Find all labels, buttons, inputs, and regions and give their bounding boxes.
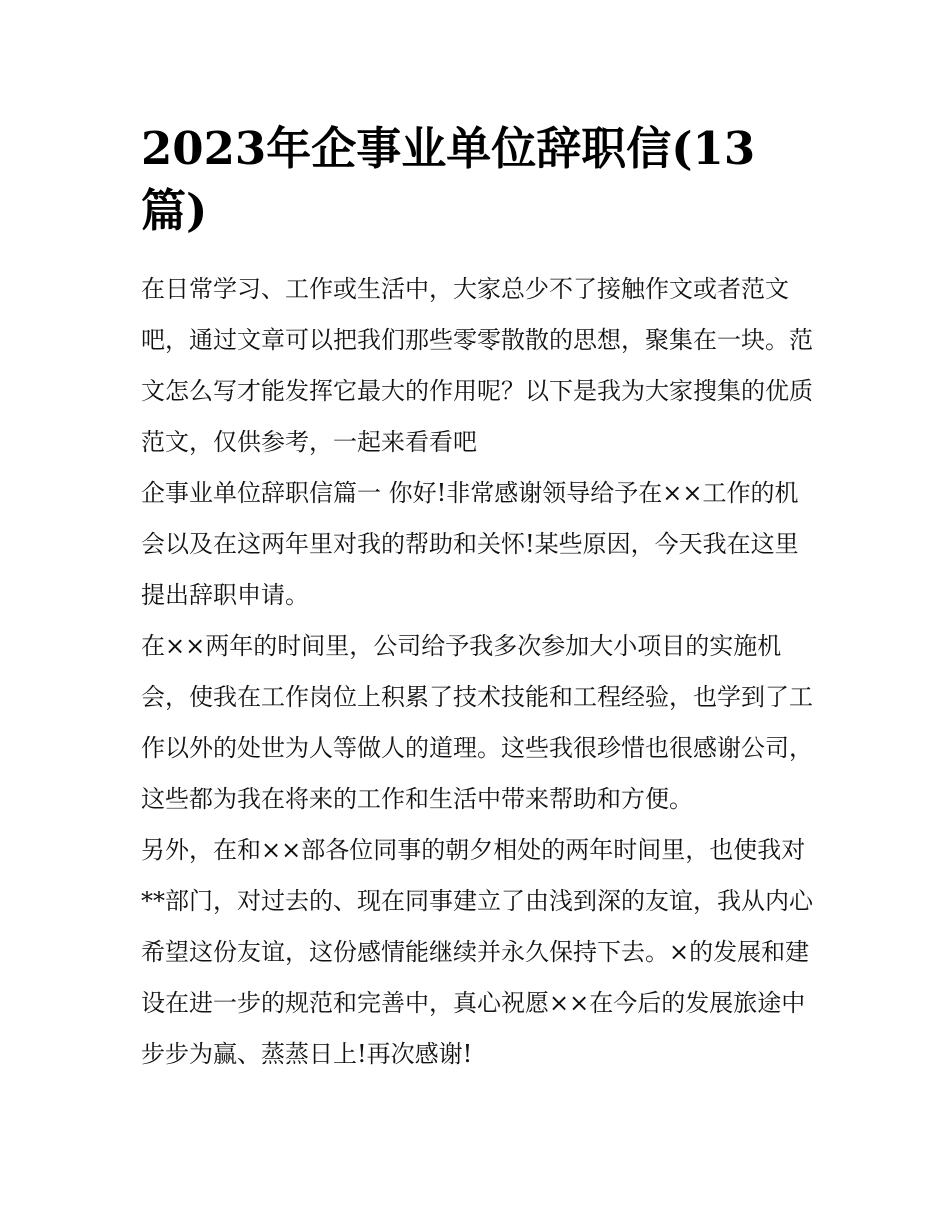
letter-paragraph-1: 企事业单位辞职信篇一 你好!非常感谢领导给予在××工作的机会以及在这两年里对我的帮助和关怀!某些原因，今天我在这里提出辞职申请。 — [141, 479, 799, 609]
document-title: 2023年企事业单位辞职信(13篇) — [141, 122, 756, 237]
letter-paragraph-3: 另外，在和××部各位同事的朝夕相处的两年时间里，也使我对**部门，对过去的、现在同事建立了由浅到深的友谊，我从内心希望这份友谊，这份感情能继续并永久保持下去。×的发展和建设在进一步的规范和完善中，真心祝愿××在今后的发展旅途中步步为赢、蒸蒸日上!再次感谢! — [141, 836, 813, 1068]
letter-paragraph-2: 在××两年的时间里，公司给予我多次参加大小项目的实施机会，使我在工作岗位上积累了技术技能和工程经验，也学到了工作以外的处世为人等做人的道理。这些我很珍惜也很感谢公司，这些都为我在将来的工作和生活中带来帮助和方便。 — [141, 632, 813, 813]
intro-paragraph: 在日常学习、工作或生活中，大家总少不了接触作文或者范文吧，通过文章可以把我们那些零零散散的思想，聚集在一块。范文怎么写才能发挥它最大的作用呢？以下是我为大家搜集的优质范文，仅供参考，一起来看看吧 — [141, 275, 813, 456]
document-body — [141, 118, 816, 1080]
